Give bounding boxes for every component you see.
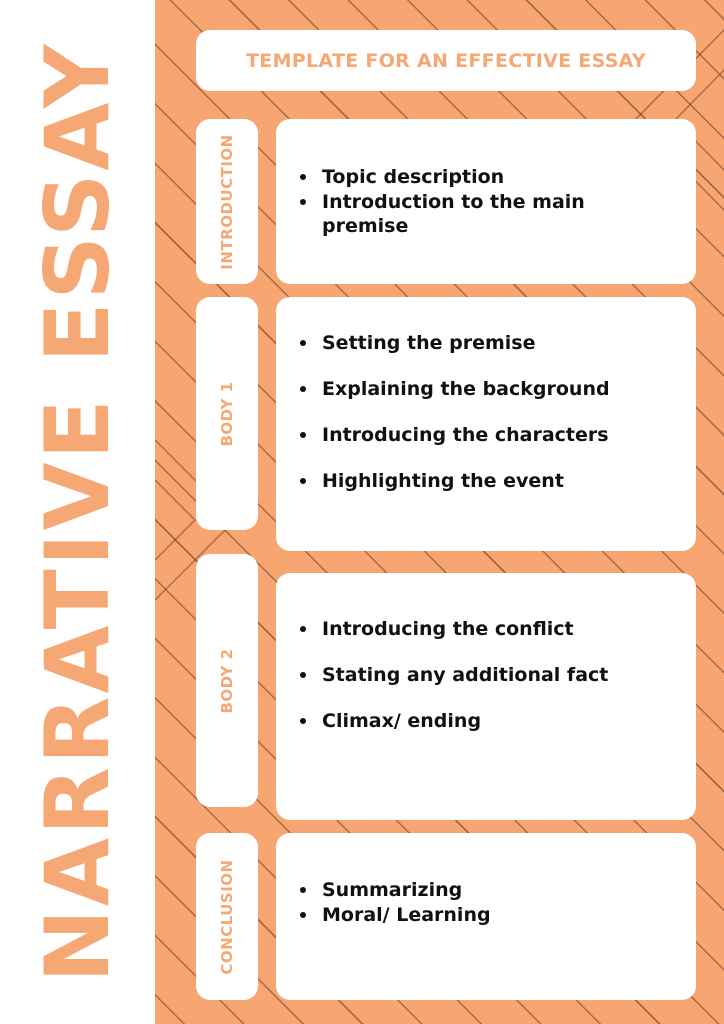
list-item: Summarizing <box>322 878 676 902</box>
list-item: Explaining the background <box>322 377 676 401</box>
bullet-list <box>322 617 676 755</box>
section-content-conclusion <box>276 833 696 1000</box>
section-label-body-1 <box>196 297 258 530</box>
page-title: TEMPLATE FOR AN EFFECTIVE ESSAY <box>246 49 646 72</box>
bullet-list <box>322 331 676 515</box>
section-content-body-1 <box>276 297 696 551</box>
list-item: Introducing the conflict <box>322 617 676 641</box>
section-label-body-2 <box>196 554 258 807</box>
section-label-text: BODY 2 <box>218 647 236 714</box>
section-label-conclusion <box>196 833 258 1000</box>
section-label-text: INTRODUCTION <box>218 133 236 270</box>
section-label-introduction <box>196 119 258 284</box>
list-item: Highlighting the event <box>322 469 676 493</box>
list-item: Introduction to the main premise <box>322 190 676 238</box>
section-content-introduction <box>276 119 696 284</box>
bullet-list <box>322 878 676 928</box>
header-box <box>196 30 696 91</box>
list-item: Climax/ ending <box>322 709 676 733</box>
left-strip <box>0 0 155 1024</box>
list-item: Topic description <box>322 165 676 189</box>
list-item: Introducing the characters <box>322 423 676 447</box>
vertical-title: NARRATIVE ESSAY <box>26 41 129 983</box>
list-item: Stating any additional fact <box>322 663 676 687</box>
bullet-list <box>322 165 676 239</box>
section-label-text: BODY 1 <box>218 380 236 447</box>
section-label-text: CONCLUSION <box>218 858 236 975</box>
list-item: Moral/ Learning <box>322 903 676 927</box>
list-item: Setting the premise <box>322 331 676 355</box>
section-content-body-2 <box>276 573 696 820</box>
